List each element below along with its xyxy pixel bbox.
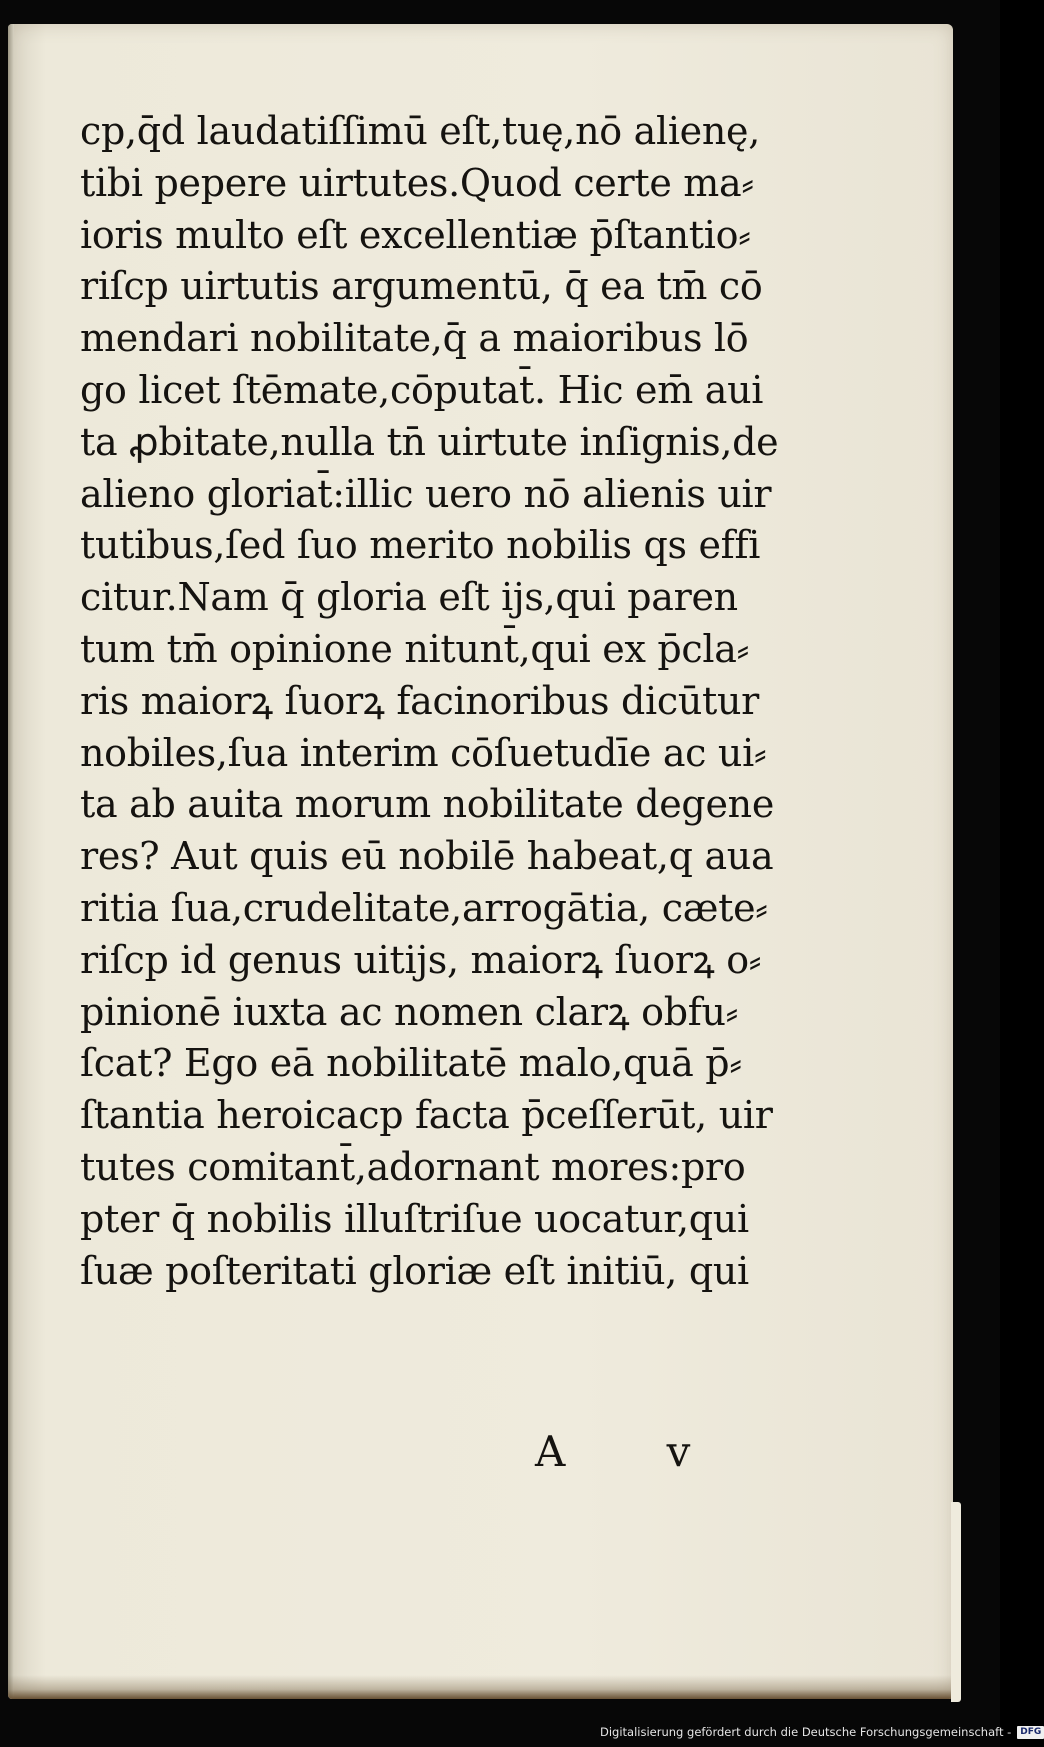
page-edge-bottom (8, 1675, 953, 1699)
text-line: riſcp id genus uitijs, maiorꝝ ſuorꝝ o⸗ (80, 937, 762, 982)
text-line: pinionē iuxta ac nomen clarꝝ obfu⸗ (80, 989, 739, 1034)
text-line: ta ꝓbitate,nulla tn̄ uirtute inſignis,de (80, 419, 779, 464)
text-line: mendari nobilitate,q̄ a maioribus lō (80, 316, 749, 361)
text-line: ris maiorꝝ ſuorꝝ facinoribus dicūtur (80, 678, 759, 723)
text-line: alieno gloriat̄:illic uero nō alienis uir (80, 471, 772, 516)
text-line: tutes comitant̄,adornant mores:pro (80, 1144, 746, 1189)
dfg-logo-icon: DFG (1017, 1726, 1044, 1739)
text-line: ritia ſua,crudelitate,arrogātia, cæte⸗ (80, 885, 768, 930)
text-line: pter q̄ nobilis illuſtriſue uocatur,qui (80, 1196, 749, 1241)
footer-credit (600, 1723, 1044, 1741)
page-edge-left (8, 24, 14, 1699)
text-line: ta ab auita morum nobilitate degene (80, 782, 775, 827)
page-edge-notch (951, 1502, 961, 1702)
book-page (8, 24, 953, 1699)
text-line: tum tm̄ opinione nitunt̄,qui ex p̄cla⸗ (80, 626, 749, 671)
text-line: ſcat? Ego eā nobilitatē malo,quā p̄⸗ (80, 1041, 742, 1086)
text-line: go licet ſtēmate,cōputat̄. Hic em̄ aui (80, 367, 764, 412)
text-line: cp,q̄d laudatiſſimū eſt,tuę,nō alienę, (80, 109, 761, 153)
text-line: riſcp uirtutis argumentū, q̄ ea tm̄ cō (80, 264, 763, 309)
text-block (80, 106, 820, 1297)
text-line: tibi pepere uirtutes.Quod certe ma⸗ (80, 160, 754, 205)
text-line: res? Aut quis eū nobilē habeat,q aua (80, 834, 774, 879)
text-line: ioris multo eſt excellentiæ p̄ſtantio⸗ (80, 212, 751, 257)
text-line: nobiles,ſua interim cōſuetudīe ac ui⸗ (80, 730, 767, 775)
text-line: tutibus,ſed ſuo merito nobilis qs effi (80, 523, 761, 568)
footer-credit-text: Digitalisierung gefördert durch die Deutsche Forschungsgemeinschaft - (600, 1725, 1012, 1739)
signature-mark: A v (535, 1427, 735, 1476)
text-line: ſtantia heroicacp facta p̄ceſſerūt, uir (80, 1093, 773, 1138)
text-line: ſuæ poſteritati gloriæ eſt initiū, qui (80, 1248, 749, 1293)
text-line: citur.Nam q̄ gloria eſt ijs,qui paren (80, 575, 738, 620)
